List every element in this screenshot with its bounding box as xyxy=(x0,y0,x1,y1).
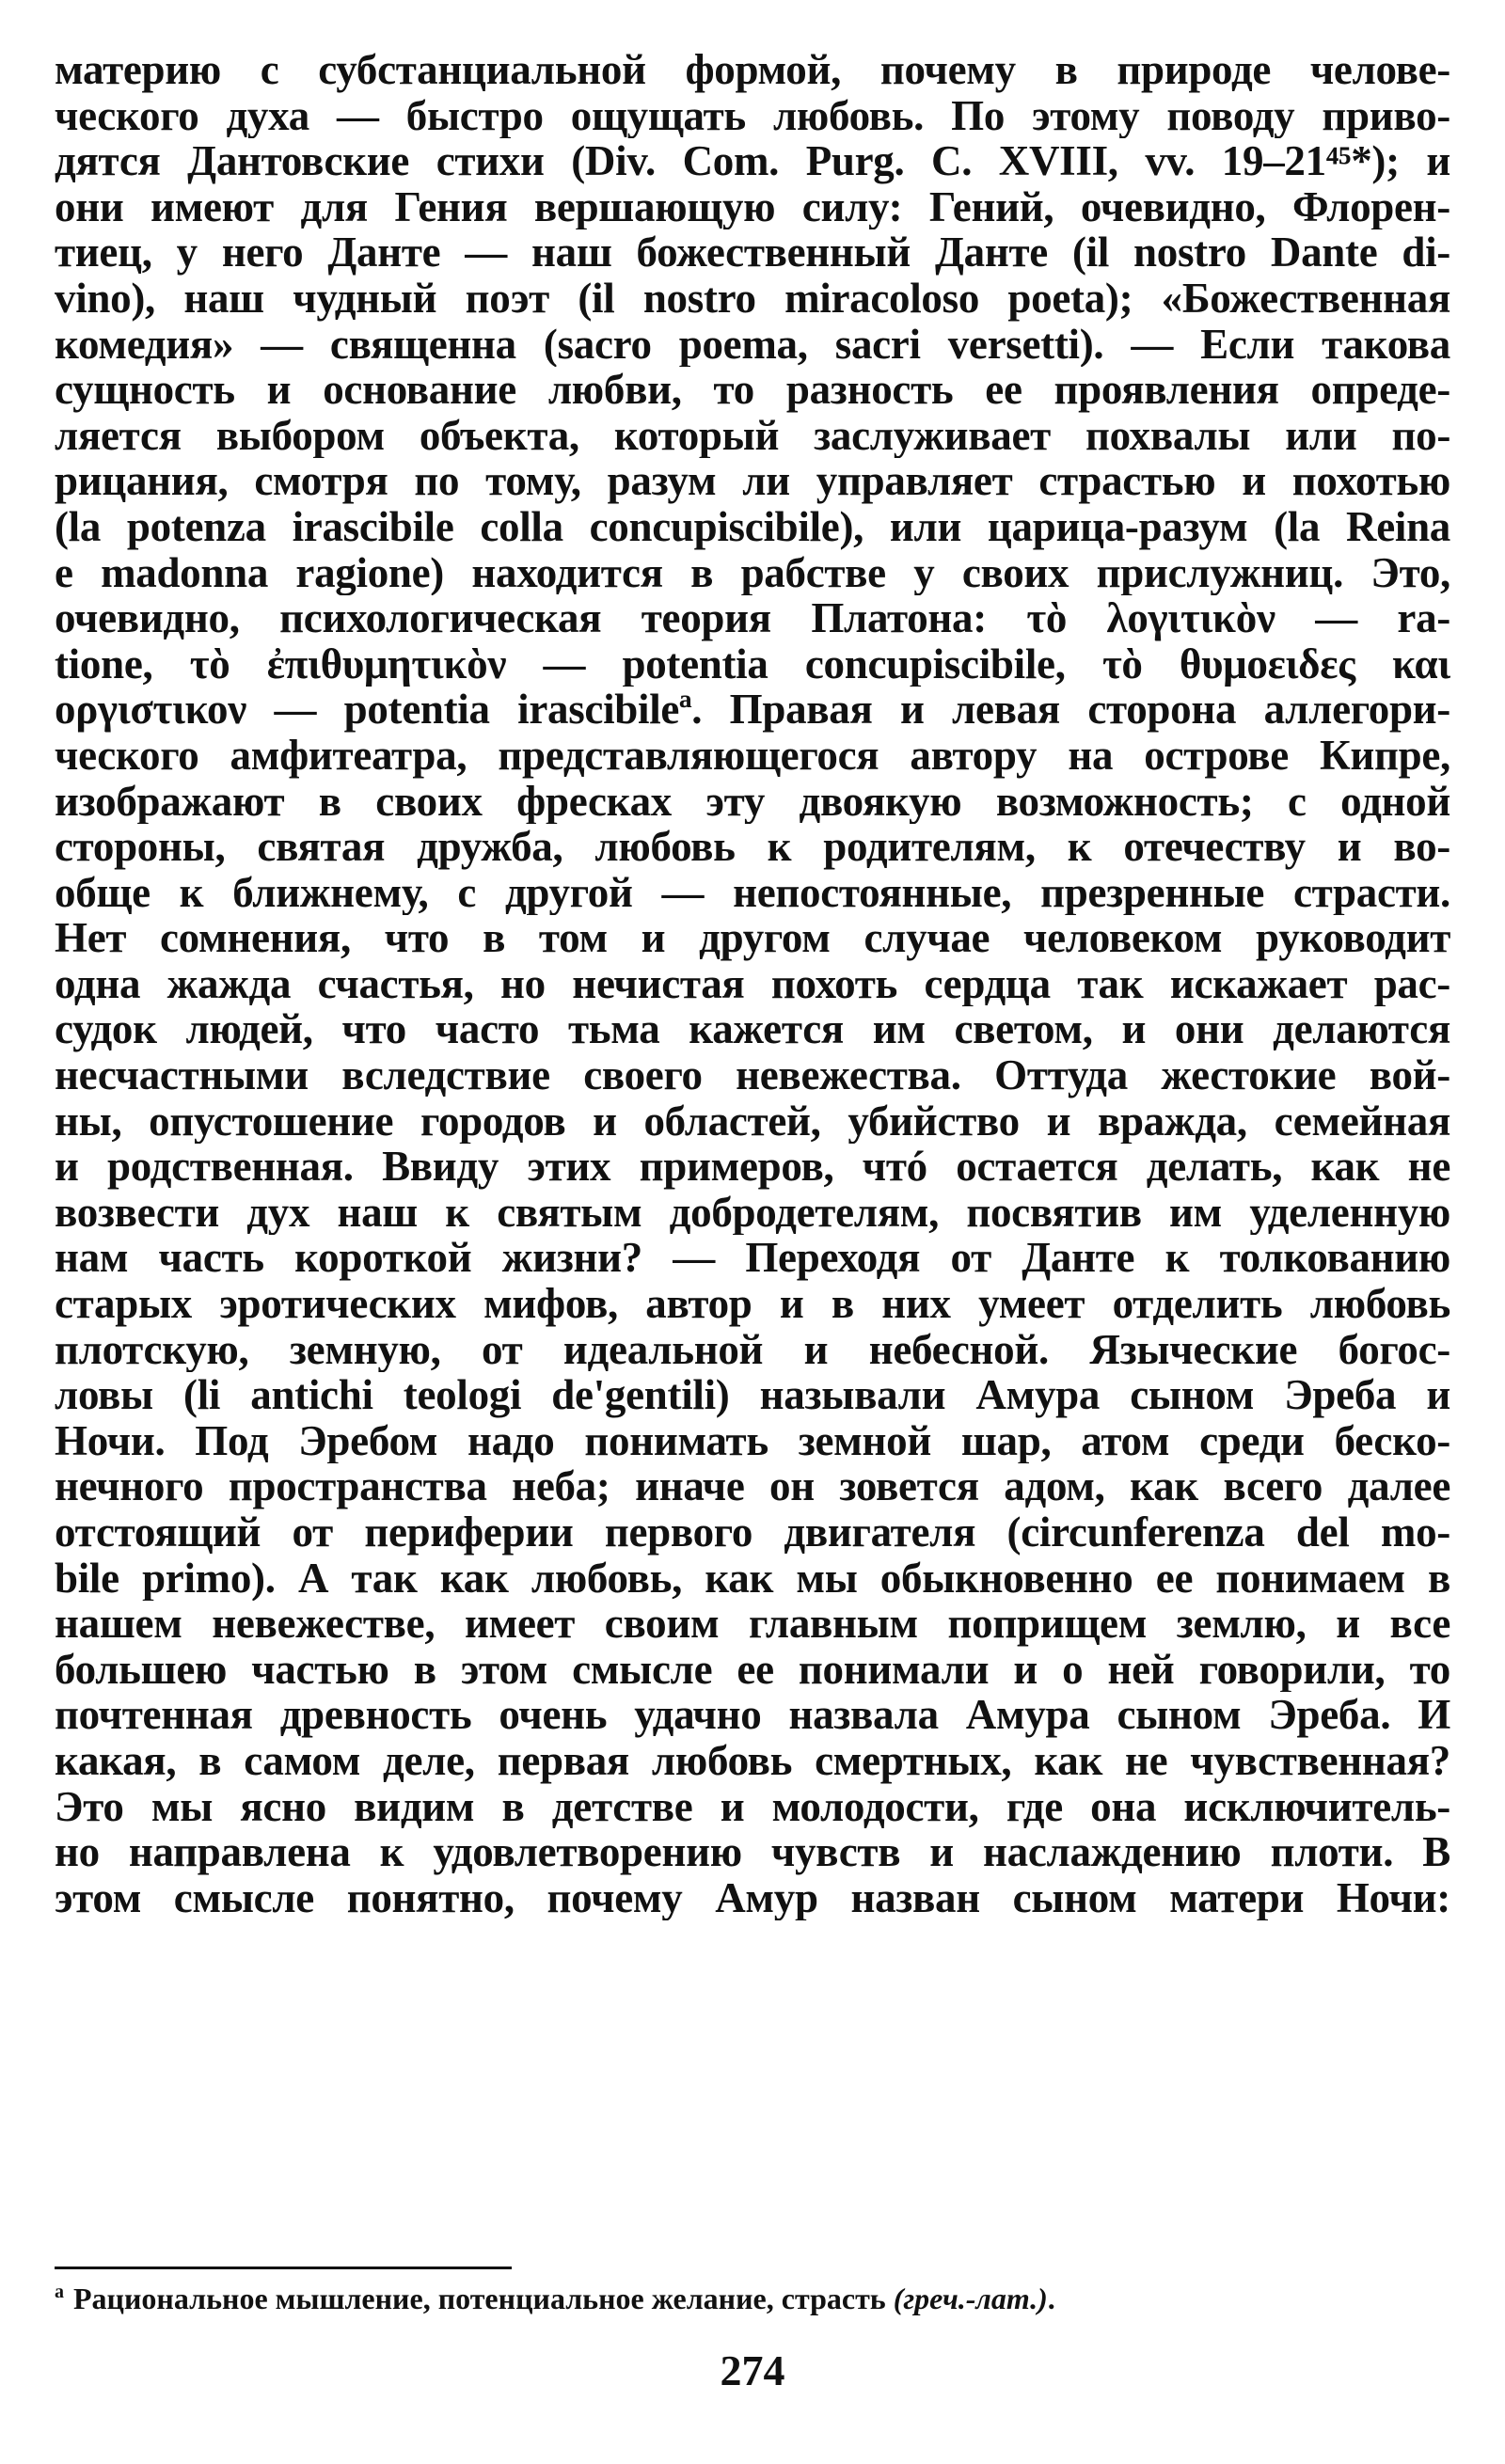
footnote-mark: а xyxy=(55,2282,64,2303)
text-line: Это мы ясно видим в детстве и молодости, где она исключитель- xyxy=(55,1783,1450,1830)
text-line: старых эротических мифов, автор и в них умеет отделить любовь xyxy=(55,1281,1450,1327)
footnote-rule xyxy=(55,2267,512,2269)
text-line: рицания, смотря по тому, разум ли управляет страстью и похотью xyxy=(55,458,1450,504)
text-line: тиец, у него Данте — наш божественный Данте (il nostro Dante di- xyxy=(55,229,1450,276)
page-body xyxy=(55,47,1450,1920)
text-line: (la potenza irascibile colla concupiscibile), или царица-разум (la Reina xyxy=(55,503,1450,550)
text-line: нам часть короткой жизни? — Переходя от Данте к толкованию xyxy=(55,1235,1450,1282)
footnote-note: (греч.-лат.) xyxy=(893,2282,1048,2315)
text-line: одна жажда счастья, но нечистая похоть сердца так искажает рас- xyxy=(55,960,1450,1007)
text-line: Ночи. Под Эребом надо понимать земной шар, атом среди беско- xyxy=(55,1417,1450,1464)
page-number: 274 xyxy=(720,2346,785,2394)
text-line: нечного пространства неба; иначе он зовется адом, как всего далее xyxy=(55,1463,1450,1509)
text-line: tione, τὸ ἐπιθυμητικὸν — potentia concupiscibile, τὸ θυμοειδες και xyxy=(55,640,1450,687)
text-line: дятся Дантовские стихи (Div. Com. Purg. C. XVIII, vv. 19–21⁴⁵*); и xyxy=(55,138,1450,184)
text-line: Нет сомнения, что в том и другом случае человеком руководит xyxy=(55,915,1450,961)
text-line: нашем невежестве, имеет своим главным поприщем землю, и все xyxy=(55,1601,1450,1647)
text-line: несчастными вследствие своего невежества. Оттуда жестокие вой- xyxy=(55,1052,1450,1098)
text-line: ческого амфитеатра, представляющегося автору на острове Кипре, xyxy=(55,732,1450,779)
text-line: изображают в своих фресках эту двоякую возможность; с одной xyxy=(55,778,1450,825)
text-line: обще к ближнему, с другой — непостоянные, презренные страсти. xyxy=(55,869,1450,916)
text-line: vino), наш чудный поэт (il nostro miracoloso poeta); «Божественная xyxy=(55,275,1450,322)
text-line: e madonna ragione) находится в рабстве у своих прислужниц. Это, xyxy=(55,549,1450,596)
text-line: этом смысле понятно, почему Амур назван сыном матери Ночи: xyxy=(55,1874,1450,1921)
text-line: сущность и основание любви, то разность ее проявления опреде- xyxy=(55,367,1450,413)
text-line: ны, опустошение городов и областей, убийство и вражда, семейная xyxy=(55,1098,1450,1145)
text-line: они имеют для Гения вершающую силу: Гений, очевидно, Флорен- xyxy=(55,183,1450,230)
text-line: почтенная древность очень удачно назвала Амура сыном Эреба. И xyxy=(55,1692,1450,1738)
footnote-trail: . xyxy=(1047,2282,1055,2315)
text-line: очевидно, психологическая теория Платона: τὸ λογιτικὸν — ra- xyxy=(55,595,1450,641)
text-line: стороны, святая дружба, любовь к родителям, к отечеству и во- xyxy=(55,824,1450,870)
text-line: ческого духа — быстро ощущать любовь. По этому поводу приво- xyxy=(55,92,1450,139)
text-line: материю с субстанциальной формой, почему в природе челове- xyxy=(55,47,1450,93)
text-line: комедия» — священна (sacro poema, sacri versetti). — Если такова xyxy=(55,321,1450,368)
text-line: судок людей, что часто тьма кажется им светом, и они делаются xyxy=(55,1006,1450,1053)
text-line: bile primo). А так как любовь, как мы обыкновенно ее понимаем в xyxy=(55,1555,1450,1602)
text-line: плотскую, земную, от идеальной и небесной. Языческие богос- xyxy=(55,1326,1450,1373)
text-line: возвести дух наш к святым добродетелям, посвятив им уделенную xyxy=(55,1189,1450,1236)
footnote-text: Рациональное мышление, потенциальное желание, страсть xyxy=(73,2282,886,2315)
text-line: и родственная. Ввиду этих примеров, чтó остается делать, как не xyxy=(55,1144,1450,1190)
text-line: отстоящий от периферии первого двигателя (circunferenza del mo- xyxy=(55,1509,1450,1556)
text-line: ловы (li antichi teologi de'gentili) называли Амура сыном Эреба и xyxy=(55,1372,1450,1418)
text-line: οργιστικον — potentia irascibileª. Правая и левая сторона аллегори- xyxy=(55,687,1450,733)
body-text xyxy=(55,47,1450,1920)
text-line: ляется выбором объекта, который заслуживает похвалы или по- xyxy=(55,412,1450,459)
footnote xyxy=(55,2280,1450,2317)
text-line: но направлена к удовлетворению чувств и наслаждению плоти. В xyxy=(55,1829,1450,1875)
text-line: большею частью в этом смысле ее понимали и о ней говорили, то xyxy=(55,1646,1450,1693)
text-line: какая, в самом деле, первая любовь смертных, как не чувственная? xyxy=(55,1737,1450,1784)
